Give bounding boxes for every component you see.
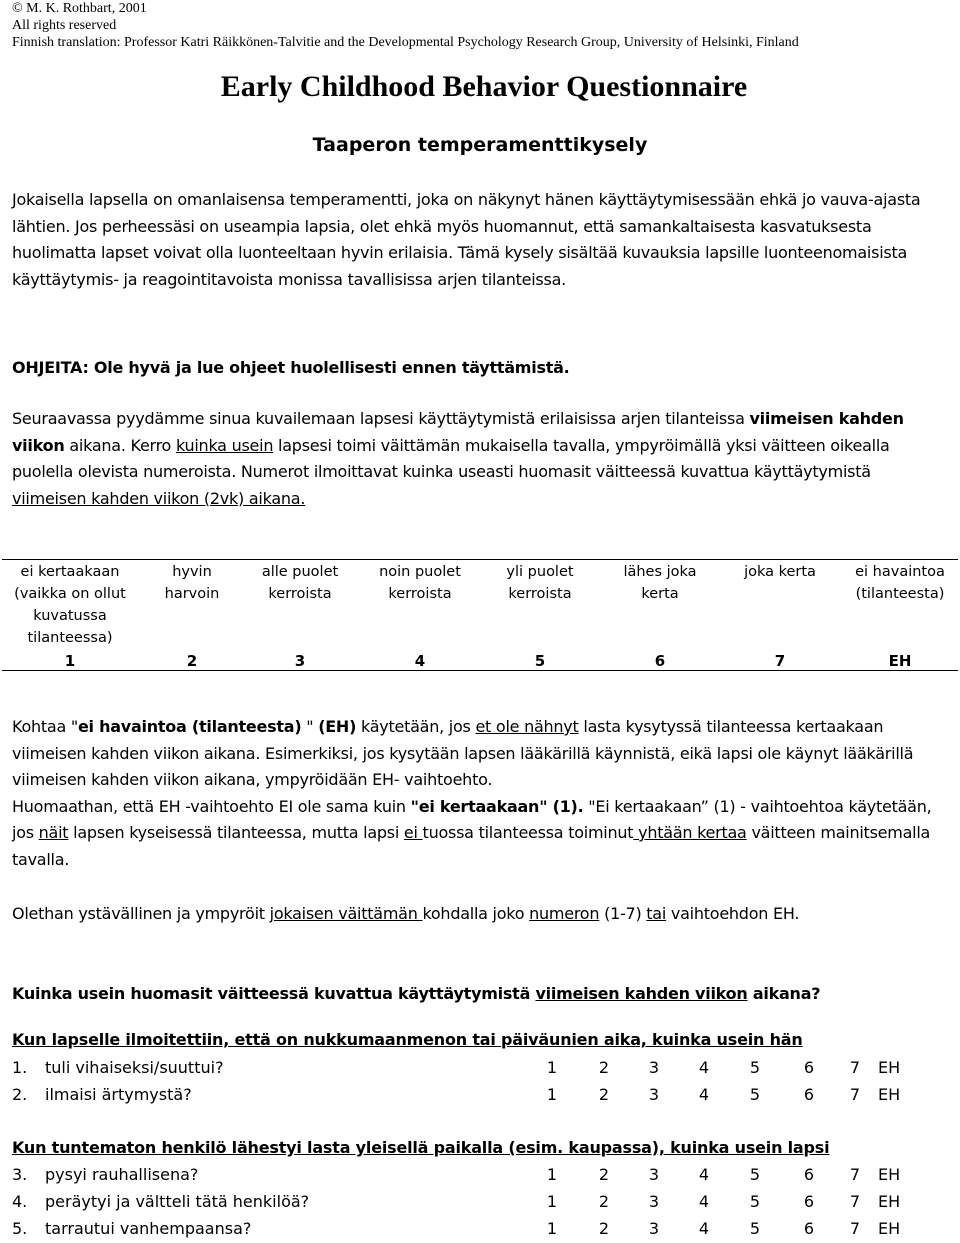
thanks-text: vaihtoehdon EH. <box>666 904 800 923</box>
scale-label-line: alle puolet <box>261 564 339 580</box>
scale-label-line: ei kertaakaan <box>20 564 120 580</box>
rating-option-eh[interactable]: EH <box>878 1085 901 1104</box>
instructions-text: : Ole hyvä ja lue ohjeet huolellisesti ennen täyttämistä. <box>82 358 570 377</box>
rating-option-2[interactable]: 2 <box>598 1058 610 1077</box>
scale-column <box>480 560 600 670</box>
question-item <box>12 1162 960 1188</box>
note-text: " <box>301 717 319 736</box>
rating-option-6[interactable]: 6 <box>803 1165 815 1184</box>
scale-value: EH <box>888 652 912 670</box>
note-text: lasta kysytyssä tilanteessa kertaakaan viimeisen kahden viikon aikana. Esimerkiksi, jos kysytään lapsen lääkärillä käynnistä, eikä lapsi ole käynyt lääkärillä viimeisen kahden viikon aikana, ympyröidään EH- vaihtoehto. <box>12 717 914 789</box>
note-bold-eh: (EH) <box>318 717 357 736</box>
item-text: peräytyi ja vältteli tätä henkilöä? <box>45 1192 310 1211</box>
rating-option-2[interactable]: 2 <box>598 1192 610 1211</box>
scale-label-line: kerroista <box>268 586 332 602</box>
rating-option-1[interactable]: 1 <box>546 1085 558 1104</box>
rating-option-6[interactable]: 6 <box>803 1219 815 1238</box>
desc-bold-period: viimeisen kahden viikon <box>12 409 904 455</box>
rating-option-eh[interactable]: EH <box>878 1192 901 1211</box>
scale-value: 7 <box>774 652 786 670</box>
desc-text-1: Seuraavassa pyydämme sinua kuvailemaan lapsesi käyttäytymistä erilaisissa arjen tilanteissa <box>12 409 750 428</box>
rating-option-7[interactable]: 7 <box>849 1219 861 1238</box>
scale-column <box>134 560 250 670</box>
scale-label-line: joka kerta <box>744 564 816 580</box>
intro-paragraph: Jokaisella lapsella on omanlaisensa temperamentti, joka on näkynyt hänen käyttäytymisessään ehkä jo vauva-ajasta lähtien. Jos perheessäsi on useampia lapsia, olet ehkä myös huomannut, että samankaltaisesta kasvatuksesta huolimatta lapset voivat olla luonteeltaan hyvin erilaisia. Tämä kysely sisältää kuvauksia lapsille luonteenomaisista käyttäytymis- ja reagointitavoista monissa tavallisissa arjen tilanteissa. <box>12 190 921 289</box>
question-item <box>12 1216 960 1242</box>
thanks-text: kohdalla joko <box>422 904 530 923</box>
scale-label-line: hyvin <box>172 564 212 580</box>
rating-option-6[interactable]: 6 <box>803 1058 815 1077</box>
item-number: 4. <box>12 1192 28 1211</box>
rating-option-2[interactable]: 2 <box>598 1165 610 1184</box>
rating-scale <box>2 559 958 671</box>
scale-label <box>134 561 250 605</box>
scale-label <box>360 561 480 605</box>
note-text: Huomaathan, että EH -vaihtoehto EI ole sama kuin <box>12 796 411 816</box>
rating-option-5[interactable]: 5 <box>749 1085 761 1104</box>
eh-note <box>12 714 947 873</box>
rating-option-3[interactable]: 3 <box>648 1058 660 1077</box>
question-item <box>12 1082 960 1108</box>
note-text: tuossa tilanteessa toiminut <box>422 823 634 842</box>
note-underline-saw: näit <box>38 823 69 842</box>
desc-underline-period: viimeisen kahden viikon (2vk) aikana. <box>12 488 306 508</box>
scale-label-line: ei havaintoa <box>855 564 945 580</box>
item-text: ilmaisi ärtymystä? <box>45 1085 192 1104</box>
rating-option-3[interactable]: 3 <box>648 1085 660 1104</box>
question-text: Kuinka usein huomasit väitteessä kuvattua käyttäytymistä <box>12 984 536 1003</box>
scale-label <box>480 561 600 605</box>
rating-option-eh[interactable]: EH <box>878 1165 901 1184</box>
rating-option-3[interactable]: 3 <box>648 1165 660 1184</box>
item-text: tuli vihaiseksi/suuttui? <box>45 1058 224 1077</box>
scale-value: 3 <box>294 652 306 670</box>
instructions-line <box>12 355 947 382</box>
item-text: pysyi rauhallisena? <box>45 1165 199 1184</box>
scale-label <box>240 561 360 605</box>
rating-option-4[interactable]: 4 <box>698 1058 710 1077</box>
rating-option-eh[interactable]: EH <box>878 1058 901 1077</box>
rating-option-5[interactable]: 5 <box>749 1192 761 1211</box>
note-text: käytetään, jos <box>356 717 476 736</box>
desc-underline-how-often: kuinka usein <box>175 435 274 455</box>
question-text: aikana? <box>747 984 821 1003</box>
scale-label-line: (vaikka on ollut <box>14 586 126 602</box>
description-paragraph <box>12 406 947 512</box>
scale-label-line: harvoin <box>164 586 220 602</box>
scale-label-line: lähes joka <box>623 564 697 580</box>
scale-label-line: yli puolet <box>506 564 574 580</box>
note-text: Kohtaa " <box>12 717 78 736</box>
thanks-underline-number: numeron <box>529 904 600 923</box>
rating-option-2[interactable]: 2 <box>598 1085 610 1104</box>
section-heading-bedtime: Kun lapselle ilmoitettiin, että on nukkumaanmenon tai päiväunien aika, kuinka usein hän <box>12 1030 803 1049</box>
scale-column <box>240 560 360 670</box>
rating-option-4[interactable]: 4 <box>698 1085 710 1104</box>
section-heading-stranger: Kun tuntematon henkilö lähestyi lasta yleisellä paikalla (esim. kaupassa), kuinka usein lapsi <box>12 1138 830 1157</box>
scale-label-line: kerta <box>641 586 679 602</box>
item-text: tarrautui vanhempaansa? <box>45 1219 252 1238</box>
rights-line: All rights reserved <box>12 18 117 33</box>
scale-column <box>840 560 960 670</box>
rating-option-6[interactable]: 6 <box>803 1085 815 1104</box>
rating-option-4[interactable]: 4 <box>698 1192 710 1211</box>
desc-text-2: aikana. Kerro <box>64 435 176 455</box>
copyright-line: © M. K. Rothbart, 2001 <box>12 1 147 16</box>
scale-value: 2 <box>186 652 198 670</box>
rating-option-2[interactable]: 2 <box>598 1219 610 1238</box>
thanks-text: Olethan ystävällinen ja ympyröit <box>12 904 270 923</box>
rating-option-eh[interactable]: EH <box>878 1219 901 1238</box>
note-text: lapsen kyseisessä tilanteessa, mutta lapsi <box>68 823 404 842</box>
scale-label <box>600 561 720 605</box>
rating-option-4[interactable]: 4 <box>698 1165 710 1184</box>
note-underline-once: yhtään kertaa <box>633 823 747 842</box>
thanks-underline-each: jokaisen väittämän <box>269 904 423 923</box>
instructions-label: OHJEITA <box>12 358 83 377</box>
item-number: 1. <box>12 1058 28 1077</box>
rating-option-7[interactable]: 7 <box>849 1058 861 1077</box>
scale-label-line: (tilanteesta) <box>855 586 945 602</box>
item-number: 3. <box>12 1165 28 1184</box>
desc-text-3: lapsesi toimi väittämän mukaisella tavalla, ympyröimällä yksi väitteen oikealla puolella olevista numeroista. Numerot ilmoittavat kuinka useasti huomasit väitteessä kuvattua käyttäytymistä <box>12 435 890 481</box>
rating-option-7[interactable]: 7 <box>849 1085 861 1104</box>
thanks-underline-or: tai <box>646 904 667 923</box>
scale-label-line: tilanteessa) <box>27 630 113 646</box>
scale-column <box>600 560 720 670</box>
rating-option-3[interactable]: 3 <box>648 1192 660 1211</box>
rating-option-1[interactable]: 1 <box>546 1165 558 1184</box>
rating-option-7[interactable]: 7 <box>849 1192 861 1211</box>
scale-label-line: noin puolet <box>379 564 461 580</box>
scale-label-line: kerroista <box>388 586 452 602</box>
scale-label <box>4 561 136 649</box>
note-text: väitteen mainitsemalla tavalla. <box>12 823 931 869</box>
question-item <box>12 1189 960 1215</box>
document-subtitle: Taaperon temperamenttikysely <box>312 134 648 156</box>
note-text: "Ei kertaakaan” (1) - vaihtoehtoa käytetään, jos <box>12 796 932 842</box>
rating-option-5[interactable]: 5 <box>749 1219 761 1238</box>
translation-line: Finnish translation: Professor Katri Räikkönen-Talvitie and the Developmental Psychology Research Group, University of Helsinki, Finland <box>12 35 799 50</box>
frequency-question <box>12 981 947 1008</box>
scale-value: 1 <box>64 652 76 670</box>
circle-instruction <box>12 901 947 928</box>
note-underline-not: ei <box>403 823 423 842</box>
question-item <box>12 1055 960 1081</box>
item-number: 5. <box>12 1219 28 1238</box>
rating-option-7[interactable]: 7 <box>849 1165 861 1184</box>
document-title: Early Childhood Behavior Questionnaire <box>220 70 748 103</box>
rating-option-4[interactable]: 4 <box>698 1219 710 1238</box>
rating-option-5[interactable]: 5 <box>749 1058 761 1077</box>
scale-column <box>4 560 136 670</box>
scale-value: 6 <box>654 652 666 670</box>
rating-option-3[interactable]: 3 <box>648 1219 660 1238</box>
rating-option-1[interactable]: 1 <box>546 1058 558 1077</box>
scale-value: 4 <box>414 652 426 670</box>
note-underline-not-seen: et ole nähnyt <box>475 717 579 736</box>
question-underline-period: viimeisen kahden viikon <box>535 984 748 1003</box>
note-bold-eh-label: ei havaintoa (tilanteesta) <box>77 717 302 736</box>
scale-label-line: kuvatussa <box>33 608 107 624</box>
note-bold-never: "ei kertaakaan" (1). <box>410 796 584 816</box>
scale-column <box>720 560 840 670</box>
scale-label-line: kerroista <box>508 586 572 602</box>
item-number: 2. <box>12 1085 28 1104</box>
scale-column <box>360 560 480 670</box>
rating-option-1[interactable]: 1 <box>546 1219 558 1238</box>
scale-value: 5 <box>534 652 546 670</box>
scale-label <box>720 561 840 583</box>
copyright-header <box>12 0 799 51</box>
rating-option-1[interactable]: 1 <box>546 1192 558 1211</box>
rating-option-5[interactable]: 5 <box>749 1165 761 1184</box>
rating-option-6[interactable]: 6 <box>803 1192 815 1211</box>
thanks-text: (1-7) <box>599 904 647 923</box>
scale-label <box>840 561 960 605</box>
